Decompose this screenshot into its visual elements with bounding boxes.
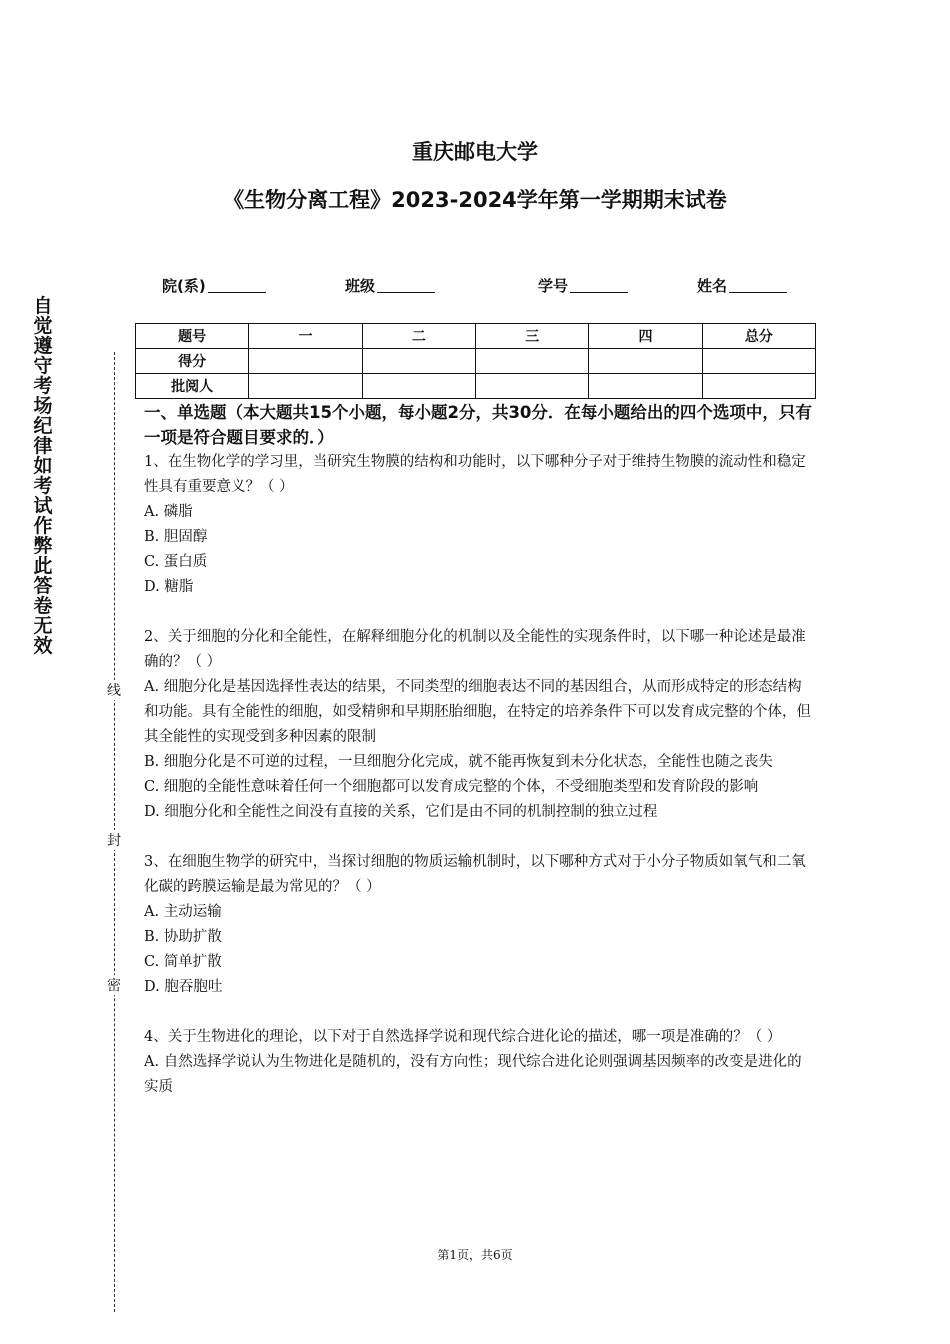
option-b: B. 细胞分化是不可逆的过程，一旦细胞分化完成，就不能再恢复到未分化状态，全能性也随之丧失: [144, 754, 773, 770]
student-id-blank: [570, 276, 628, 293]
student-info-row: [0, 275, 950, 299]
name-label: 姓名: [697, 277, 728, 295]
question-stem: 4、关于生物进化的理论，以下对于自然选择学说和现代综合进化论的描述，哪一项是准确的？（ ）: [144, 1029, 782, 1045]
question-4: [144, 1025, 812, 1100]
header-cell: 二: [362, 324, 475, 349]
class-blank: [377, 276, 435, 293]
grader-cell: [362, 374, 475, 399]
option-a: A. 磷脂: [144, 504, 193, 520]
binding-seal-char: 封: [104, 830, 124, 850]
student-id-field: [538, 275, 628, 296]
page-footer: 第1页，共6页: [437, 1248, 513, 1262]
grader-row-label: 批阅人: [136, 374, 249, 399]
header-cell: 总分: [702, 324, 815, 349]
class-label: 班级: [345, 277, 376, 295]
department-field: [162, 275, 266, 296]
question-3: [144, 850, 812, 1000]
score-row: [136, 349, 816, 374]
score-table: [135, 323, 816, 399]
option-c: C. 细胞的全能性意味着任何一个细胞都可以发育成完整的个体，不受细胞类型和发育阶段的影响: [144, 779, 759, 795]
option-d: D. 胞吞胞吐: [144, 979, 223, 995]
option-c: C. 蛋白质: [144, 554, 208, 570]
score-cell: [249, 349, 362, 374]
name-blank: [729, 276, 787, 293]
question-1: [144, 450, 812, 600]
header-cell: 四: [589, 324, 702, 349]
department-blank: [208, 276, 266, 293]
option-a: A. 主动运输: [144, 904, 222, 920]
option-a: A. 自然选择学说认为生物进化是随机的，没有方向性；现代综合进化论则强调基因频率的改变是进化的实质: [144, 1054, 802, 1095]
class-field: [345, 275, 435, 296]
score-table-header-row: [136, 324, 816, 349]
section-title: 一、单选题（本大题共15个小题，每小题2分，共30分．在每小题给出的四个选项中，只有一项是符合题目要求的．）: [144, 403, 812, 447]
score-cell: [475, 349, 588, 374]
question-2: [144, 625, 812, 825]
option-a: A. 细胞分化是基因选择性表达的结果，不同类型的细胞表达不同的基因组合，从而形成特定的形态结构和功能。具有全能性的细胞，如受精卵和早期胚胎细胞，在特定的培养条件下可以发育成完整的个体，但其全能性的实现受到多种因素的限制: [144, 679, 811, 745]
option-b: B. 协助扩散: [144, 929, 222, 945]
score-cell: [589, 349, 702, 374]
exam-title: 《生物分离工程》2023-2024学年第一学期期末试卷: [223, 188, 727, 212]
student-id-label: 学号: [538, 277, 569, 295]
name-field: [697, 275, 787, 296]
option-c: C. 简单扩散: [144, 954, 222, 970]
binding-secret-char: 密: [104, 975, 124, 995]
school-name: 重庆邮电大学: [412, 140, 538, 164]
score-cell: [362, 349, 475, 374]
grader-cell: [589, 374, 702, 399]
header-cell: 题号: [136, 324, 249, 349]
exam-content: [144, 400, 812, 1100]
grader-cell: [475, 374, 588, 399]
option-b: B. 胆固醇: [144, 529, 208, 545]
question-stem: 3、在细胞生物学的研究中，当探讨细胞的物质运输机制时，以下哪种方式对于小分子物质如氧气和二氧化碳的跨膜运输是最为常见的？（ ）: [144, 854, 806, 895]
question-stem: 1、在生物化学的学习里，当研究生物膜的结构和功能时，以下哪种分子对于维持生物膜的流动性和稳定性具有重要意义？（ ）: [144, 454, 806, 495]
grader-row: [136, 374, 816, 399]
header-cell: 三: [475, 324, 588, 349]
department-label: 院(系): [162, 277, 206, 295]
binding-line-char: 线: [104, 680, 124, 700]
grader-cell: [702, 374, 815, 399]
header-cell: 一: [249, 324, 362, 349]
question-stem: 2、关于细胞的分化和全能性，在解释细胞分化的机制以及全能性的实现条件时，以下哪一种论述是最准确的？（ ）: [144, 629, 806, 670]
score-row-label: 得分: [136, 349, 249, 374]
option-d: D. 糖脂: [144, 579, 194, 595]
score-cell: [702, 349, 815, 374]
side-warning-text: 自觉遵守考场纪律如考试作弊此答卷无效: [33, 295, 53, 657]
grader-cell: [249, 374, 362, 399]
option-d: D. 细胞分化和全能性之间没有直接的关系，它们是由不同的机制控制的独立过程: [144, 804, 658, 820]
